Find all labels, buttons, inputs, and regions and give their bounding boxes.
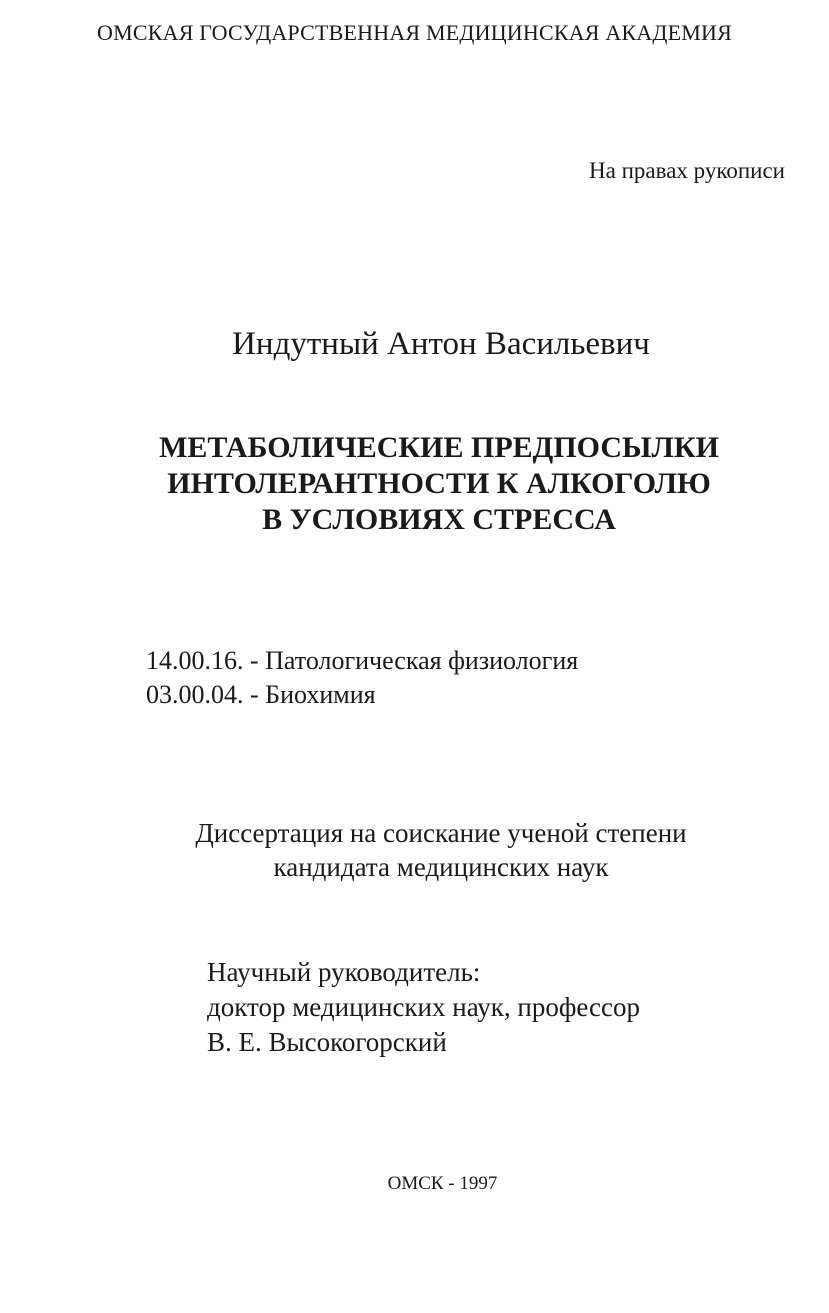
degree-line: Диссертация на соискание ученой степени bbox=[195, 818, 687, 848]
city-and-year: ОМСК - 1997 bbox=[387, 1173, 498, 1194]
specialty-line: 03.00.04. - Биохимия bbox=[146, 680, 376, 709]
supervisor-credentials: доктор медицинских наук, профессор bbox=[207, 992, 640, 1022]
supervisor-label: Научный руководитель: bbox=[207, 957, 481, 987]
author-name: Индутный Антон Васильевич bbox=[232, 326, 650, 362]
specialty-line: 14.00.16. - Патологическая физиология bbox=[146, 646, 579, 675]
dissertation-title bbox=[0, 430, 829, 538]
degree-line: кандидата медицинских наук bbox=[273, 852, 609, 882]
institution-name: ОМСКАЯ ГОСУДАРСТВЕННАЯ МЕДИЦИНСКАЯ АКАДЕМИЯ bbox=[97, 20, 732, 45]
supervisor-block bbox=[207, 955, 640, 1060]
manuscript-rights-note: На правах рукописи bbox=[589, 158, 785, 183]
supervisor-name: В. Е. Высокогорский bbox=[207, 1027, 447, 1057]
title-line: ИНТОЛЕРАНТНОСТИ К АЛКОГОЛЮ bbox=[167, 467, 711, 500]
specialty-codes bbox=[146, 644, 578, 712]
title-line: МЕТАБОЛИЧЕСКИЕ ПРЕДПОСЫЛКИ bbox=[159, 431, 719, 464]
degree-statement bbox=[0, 816, 829, 884]
title-line: В УСЛОВИЯХ СТРЕССА bbox=[262, 503, 616, 536]
